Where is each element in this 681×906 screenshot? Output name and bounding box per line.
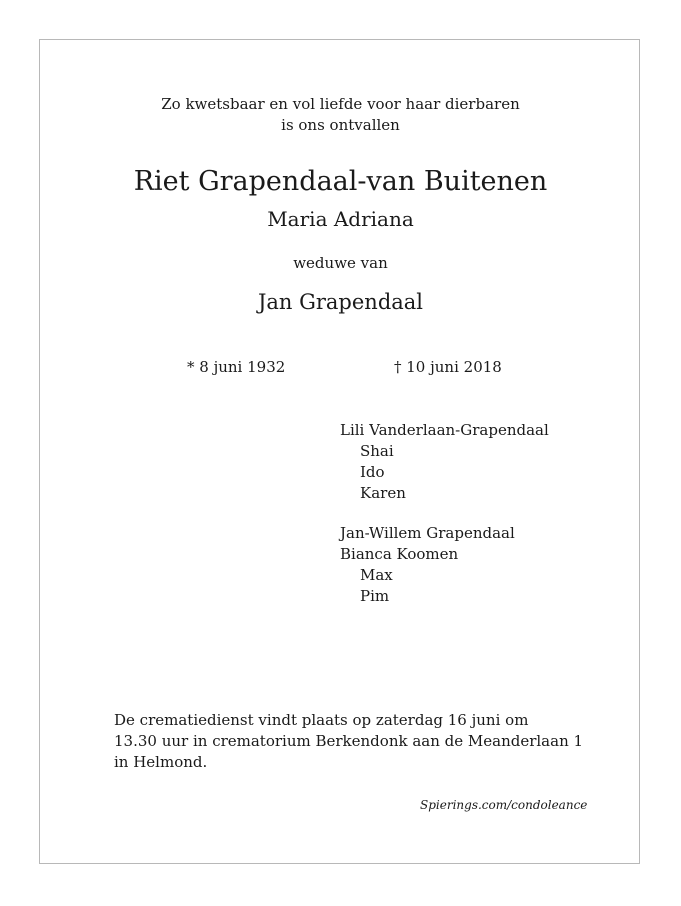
- grandchild: Pim: [360, 587, 390, 605]
- family-group-1: [340, 420, 549, 504]
- family-member: Jan-Willem Grapendaal: [340, 524, 515, 542]
- family-member: Lili Vanderlaan-Grapendaal: [340, 421, 549, 439]
- grandchild: Ido: [360, 463, 385, 481]
- service-line-3: in Helmond.: [114, 753, 208, 771]
- widow-text: weduwe van: [293, 254, 388, 272]
- grandchild: Karen: [360, 484, 406, 502]
- service-line-1: De crematiedienst vindt plaats op zaterdag 16 juni om: [114, 711, 529, 729]
- grandchild: Shai: [360, 442, 394, 460]
- service-details: [114, 710, 584, 773]
- grandchild: Max: [360, 566, 393, 584]
- service-line-2: 13.30 uur in crematorium Berkendonk aan de Meanderlaan 1: [114, 732, 584, 750]
- intro-line-2: is ons ontvallen: [281, 116, 400, 134]
- given-names: Maria Adriana: [267, 207, 414, 231]
- spouse-name: Jan Grapendaal: [257, 290, 424, 314]
- deceased-name: Riet Grapendaal-van Buitenen: [133, 166, 548, 197]
- condolence-website: Spierings.com/condoleance: [420, 798, 588, 812]
- birth-date: * 8 juni 1932: [187, 358, 286, 376]
- death-date: † 10 juni 2018: [394, 358, 502, 376]
- intro-text: [0, 94, 681, 136]
- family-member: Bianca Koomen: [340, 545, 459, 563]
- intro-line-1: Zo kwetsbaar en vol liefde voor haar dierbaren: [161, 95, 520, 113]
- family-group-2: [340, 523, 515, 607]
